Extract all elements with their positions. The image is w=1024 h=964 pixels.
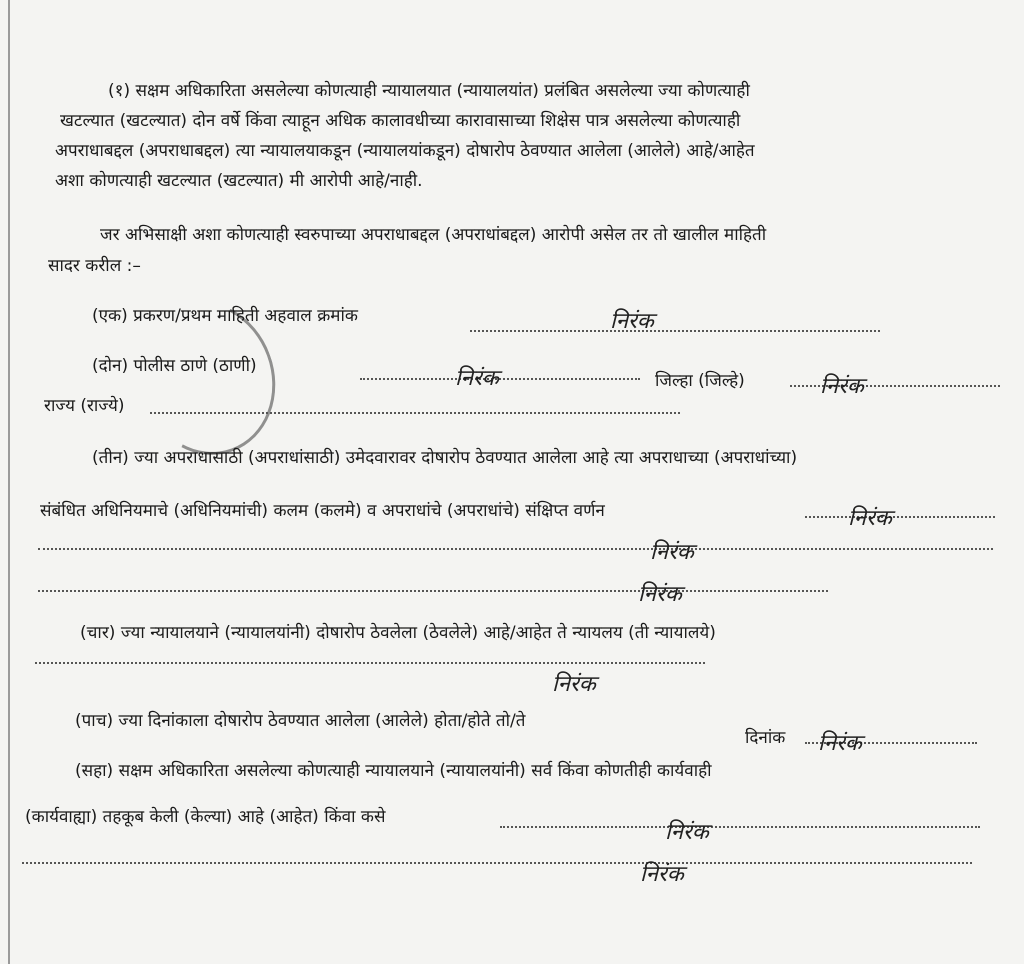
item-saha-fill-line1	[500, 826, 980, 828]
item-pach-handwritten: निरंक	[818, 731, 862, 756]
item-saha-handwritten-b: निरंक	[640, 862, 684, 887]
item-teen-fill-line3	[38, 590, 828, 592]
item-saha-line1: (सहा) सक्षम अधिकारिता असलेल्या कोणत्याही न्यायालयाने (न्यायालयांनी) सर्व किंवा कोणतीही कार्यवाही	[75, 761, 712, 781]
item-saha-fill-line2	[22, 862, 972, 864]
item-rajya-label: राज्य (राज्ये)	[44, 396, 125, 416]
item-dinank-label: दिनांक	[745, 728, 786, 748]
item-ek-handwritten: निरंक	[610, 309, 654, 334]
item-teen-line2: संबंधित अधिनियमाचे (अधिनियमांची) कलम (कलमे) व अपराधांचे (अपराधांचे) संक्षिप्त वर्णन	[40, 501, 605, 521]
item-pach-label: (पाच) ज्या दिनांकाला दोषारोप ठेवण्यात आलेला (आलेले) होता/होते तो/ते	[75, 711, 526, 731]
item-jilha-handwritten: निरंक	[820, 374, 864, 399]
item-ek-label: (एक) प्रकरण/प्रथम माहिती अहवाल क्रमांक	[92, 306, 358, 326]
item-jilha-label: जिल्हा (जिल्हे)	[655, 371, 745, 391]
para2-line1: जर अभिसाक्षी अशा कोणत्याही स्वरुपाच्या अपराधाबद्दल (अपराधांबद्दल) आरोपी असेल तर तो खालील माहिती	[100, 225, 767, 245]
item-don-fill-line	[360, 378, 640, 380]
item-ek-fill-line	[470, 330, 880, 332]
para2-line2: सादर करील :–	[48, 256, 141, 276]
item-teen-handwritten-b: निरंक	[650, 540, 694, 565]
para1-line4: अशा कोणत्याही खटल्यात (खटल्यात) मी आरोपी आहे/नाही.	[55, 171, 423, 191]
item-don-label: (दोन) पोलीस ठाणे (ठाणी)	[92, 356, 257, 376]
item-saha-line2: (कार्यवाह्या) तहकूब केली (केल्या) आहे (आहेत) किंवा कसे	[25, 807, 386, 827]
para1-line2: खटल्यात (खटल्यात) दोन वर्षे किंवा त्याहून अधिक कालावधीच्या कारावासाच्या शिक्षेस पात्र असलेल्या कोणत्याही	[60, 111, 741, 131]
item-char-handwritten: निरंक	[552, 672, 596, 697]
item-char-fill-line	[35, 662, 705, 664]
item-teen-handwritten-a: निरंक	[848, 506, 892, 531]
item-teen-handwritten-c: निरंक	[638, 582, 682, 607]
para1-line1: (१) सक्षम अधिकारिता असलेल्या कोणत्याही न्यायालयात (न्यायालयांत) प्रलंबित असलेल्या ज्या कोणत्याही	[108, 81, 750, 101]
page-margin-line	[8, 0, 10, 964]
item-saha-handwritten-a: निरंक	[665, 820, 709, 845]
item-teen-line1: (तीन) ज्या अपराधासाठी (अपराधांसाठी) उमेदवारावर दोषारोप ठेवण्यात आलेला आहे त्या अपराधाच्या (अपराधांच्या)	[92, 448, 798, 468]
item-teen-fill-line1	[805, 516, 995, 518]
item-rajya-fill-line	[150, 412, 680, 414]
item-teen-fill-line2	[38, 548, 993, 550]
para1-line3: अपराधाबद्दल (अपराधाबद्दल) त्या न्यायालयाकडून (न्यायालयांकडून) दोषारोप ठेवण्यात आलेला (आलेले) आहे/आहेत	[55, 141, 755, 161]
item-char-label: (चार) ज्या न्यायालयाने (न्यायालयांनी) दोषारोप ठेवलेला (ठेवलेले) आहे/आहेत ते न्यायलय (ती न्यायालये)	[80, 623, 716, 643]
item-don-handwritten: निरंक	[455, 366, 499, 391]
